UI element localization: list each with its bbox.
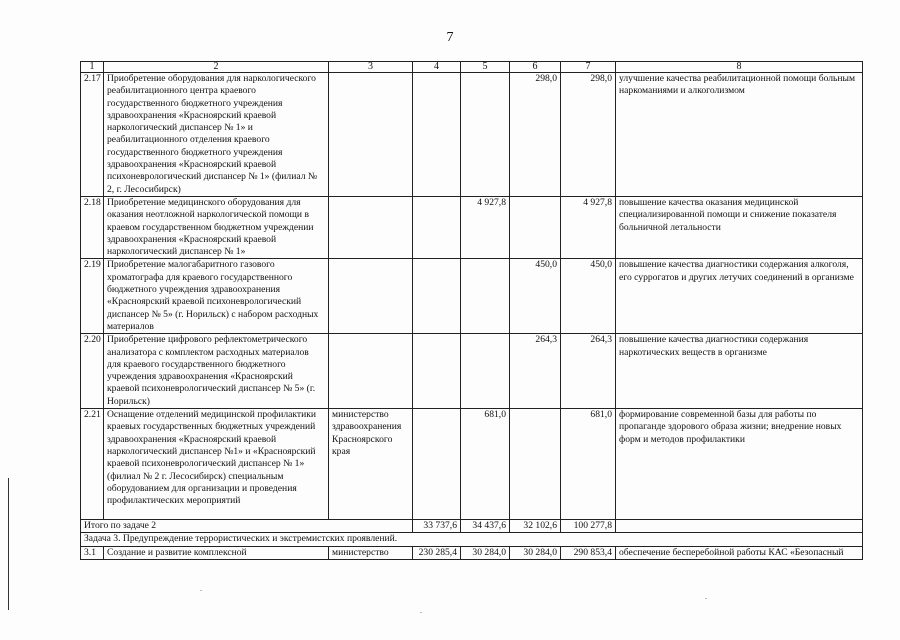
amount-total: 290 853,4 bbox=[561, 546, 616, 559]
header-col-4: 4 bbox=[413, 62, 461, 73]
scan-speck bbox=[705, 598, 707, 599]
amount-col-4 bbox=[413, 196, 461, 258]
scan-speck bbox=[420, 612, 422, 613]
executor: министерство bbox=[329, 546, 413, 559]
executor bbox=[329, 259, 413, 334]
row-number: 3.1 bbox=[81, 546, 104, 559]
row-number: 2.19 bbox=[81, 259, 104, 334]
total-col-5: 34 437,6 bbox=[461, 520, 510, 533]
header-col-5: 5 bbox=[461, 62, 510, 73]
row-number: 2.18 bbox=[81, 196, 104, 258]
measure-name: Приобретение цифрового рефлектометрического анализатора с комплектом расходных материалов для краевого государственного бюджетного учреждения здравоохранения «Красноярский краевой психоневрологический диспансер № 5» (г. Норильск) bbox=[104, 334, 329, 409]
header-col-8: 8 bbox=[616, 62, 863, 73]
amount-total: 264,3 bbox=[561, 334, 616, 409]
expected-result: улучшение качества реабилитационной помощи больным наркоманиями и алкоголизмом bbox=[616, 73, 863, 197]
table-row bbox=[81, 334, 863, 409]
amount-col-6: 450,0 bbox=[510, 259, 561, 334]
executor bbox=[329, 73, 413, 197]
expected-result: обеспечение бесперебойной работы КАС «Безопасный bbox=[616, 546, 863, 559]
executor: министерство здравоохранения Красноярского края bbox=[329, 409, 413, 520]
total-label: Итого по задаче 2 bbox=[81, 520, 413, 533]
amount-col-4 bbox=[413, 334, 461, 409]
executor bbox=[329, 196, 413, 258]
amount-col-6: 298,0 bbox=[510, 73, 561, 197]
measure-name: Оснащение отделений медицинской профилактики краевых государственных бюджетных учреждений здравоохранения «Красноярский краевой наркологический диспансер №1» и «Красноярский краевой психоневрологический диспансер № 1» (филиал № 2 г. Лесосибирск) специальным оборудованием для организации и проведения профилактических мероприятий bbox=[104, 409, 329, 520]
executor bbox=[329, 334, 413, 409]
table-row bbox=[81, 73, 863, 197]
amount-col-6: 264,3 bbox=[510, 334, 561, 409]
expected-result: повышение качества оказания медицинской специализированной помощи и снижение показателя больничной летальности bbox=[616, 196, 863, 258]
amount-col-5: 30 284,0 bbox=[461, 546, 510, 559]
header-col-2: 2 bbox=[104, 62, 329, 73]
page-number: 7 bbox=[446, 30, 454, 45]
amount-col-6: 30 284,0 bbox=[510, 546, 561, 559]
header-col-7: 7 bbox=[561, 62, 616, 73]
amount-col-4 bbox=[413, 259, 461, 334]
amount-col-5 bbox=[461, 259, 510, 334]
amount-total: 450,0 bbox=[561, 259, 616, 334]
program-measures-table bbox=[80, 61, 863, 560]
header-col-1: 1 bbox=[81, 62, 104, 73]
amount-col-4 bbox=[413, 409, 461, 520]
scan-margin-line bbox=[8, 478, 9, 610]
measure-name: Создание и развитие комплексной bbox=[104, 546, 329, 559]
expected-result: повышение качества диагностики содержания наркотических веществ в организме bbox=[616, 334, 863, 409]
measure-name: Приобретение оборудования для наркологического реабилитационного центра краевого государственного бюджетного учреждения здравоохранения «Красноярский краевой наркологический диспансер № 1» и реабилитационного отделения краевого государственного бюджетного учреждения здравоохранения «Красноярский краевой психоневрологический диспансер № 1» (филиал № 2, г. Лесосибирск) bbox=[104, 73, 329, 197]
amount-col-6 bbox=[510, 196, 561, 258]
table-row bbox=[81, 546, 863, 559]
measure-name: Приобретение малогабаритного газового хроматографа для краевого государственного бюджетного учреждения здравоохранения «Красноярский краевой психоневрологический диспансер № 5» (г. Норильск) с набором расходных материалов bbox=[104, 259, 329, 334]
total-col-7: 100 277,8 bbox=[561, 520, 616, 533]
amount-col-5: 4 927,8 bbox=[461, 196, 510, 258]
table-row bbox=[81, 259, 863, 334]
scan-speck bbox=[200, 590, 202, 591]
total-row bbox=[81, 520, 863, 533]
measure-name: Приобретение медицинского оборудования для оказания неотложной наркологической помощи в краевом государственном бюджетном учреждении здравоохранения «Красноярский краевой наркологический диспансер № 1» bbox=[104, 196, 329, 258]
expected-result: повышение качества диагностики содержания алкоголя, его суррогатов и других летучих соединений в организме bbox=[616, 259, 863, 334]
row-number: 2.20 bbox=[81, 334, 104, 409]
table-row bbox=[81, 196, 863, 258]
header-col-3: 3 bbox=[329, 62, 413, 73]
amount-col-4 bbox=[413, 73, 461, 197]
amount-col-6 bbox=[510, 409, 561, 520]
task-heading-row bbox=[81, 533, 863, 546]
amount-total: 4 927,8 bbox=[561, 196, 616, 258]
header-col-6: 6 bbox=[510, 62, 561, 73]
header-row bbox=[81, 62, 863, 73]
total-empty-cell bbox=[616, 520, 863, 533]
total-col-6: 32 102,6 bbox=[510, 520, 561, 533]
table-row bbox=[81, 409, 863, 520]
expected-result: формирование современной базы для работы по пропаганде здорового образа жизни; внедрение новых форм и методов профилактики bbox=[616, 409, 863, 520]
row-number: 2.17 bbox=[81, 73, 104, 197]
row-number: 2.21 bbox=[81, 409, 104, 520]
amount-col-5 bbox=[461, 334, 510, 409]
amount-col-5: 681,0 bbox=[461, 409, 510, 520]
amount-col-5 bbox=[461, 73, 510, 197]
amount-col-4: 230 285,4 bbox=[413, 546, 461, 559]
task-3-heading: Задача 3. Предупреждение террористических и экстремистских проявлений. bbox=[81, 533, 863, 546]
amount-total: 298,0 bbox=[561, 73, 616, 197]
total-col-4: 33 737,6 bbox=[413, 520, 461, 533]
amount-total: 681,0 bbox=[561, 409, 616, 520]
